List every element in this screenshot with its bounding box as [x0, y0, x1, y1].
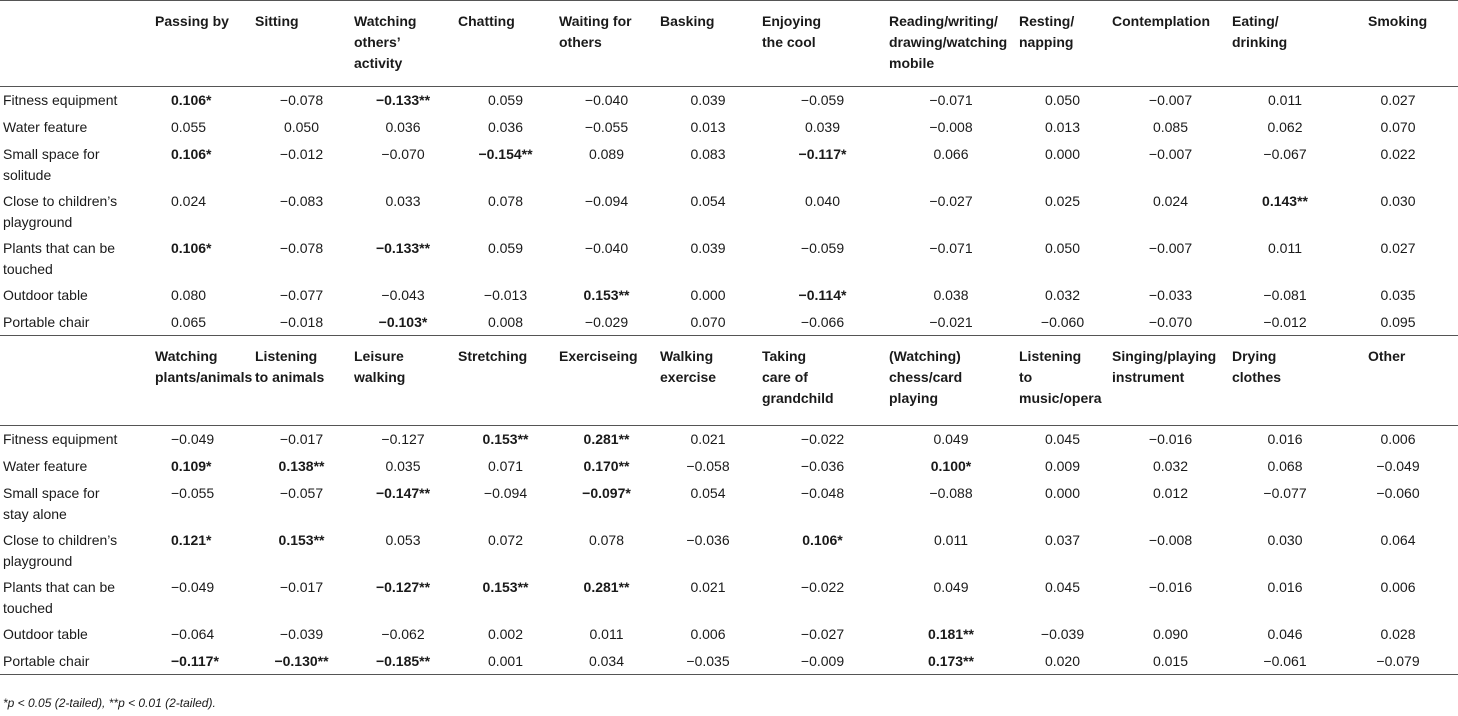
value-cell: 0.030	[1380, 192, 1416, 209]
significant-cell: 0.109*	[171, 457, 212, 474]
column-header-line: Watching	[354, 13, 417, 29]
column-header-line: napping	[1019, 34, 1074, 50]
value-cell: −0.012	[1263, 313, 1307, 330]
value-cell: 0.030	[1267, 531, 1303, 548]
value-cell: 0.059	[487, 239, 524, 256]
column-header-line: Stretching	[458, 348, 528, 364]
significant-cell: 0.181**	[928, 625, 974, 642]
value-cell: 0.045	[1044, 578, 1081, 595]
significant-cell: 0.106*	[802, 531, 843, 548]
row-label-line: touched	[3, 599, 53, 616]
value-cell: 0.033	[385, 192, 421, 209]
value-cell: 0.036	[487, 118, 524, 135]
value-cell: 0.016	[1267, 578, 1303, 595]
value-cell: 0.064	[1380, 531, 1416, 548]
row-label-line: Outdoor table	[3, 286, 88, 303]
value-cell: 0.062	[1267, 118, 1303, 135]
row-label-line: Fitness equipment	[3, 92, 118, 108]
value-cell: −0.012	[279, 145, 324, 162]
value-cell: −0.066	[800, 313, 845, 330]
column-header	[351, 1, 455, 87]
value-cell: 0.032	[1044, 286, 1081, 303]
row-label	[0, 114, 152, 141]
table-row	[0, 188, 1458, 235]
value-cell: −0.036	[800, 457, 845, 474]
value-cell: 0.025	[1044, 192, 1081, 209]
value-cell: 0.083	[690, 145, 726, 162]
value-cell: −0.016	[1148, 431, 1193, 447]
column-header-line: instrument	[1112, 369, 1185, 385]
value-cell: −0.077	[1263, 484, 1307, 501]
column-header-line: Eating/	[1232, 13, 1279, 29]
value-cell: 0.000	[1044, 484, 1081, 501]
value-cell: 0.016	[1267, 431, 1303, 447]
value-cell: 0.072	[487, 531, 524, 548]
column-header	[556, 336, 657, 426]
value-cell: 0.000	[690, 286, 726, 303]
value-cell: 0.002	[487, 625, 524, 642]
value-cell: 0.040	[804, 192, 841, 209]
column-header-line: Drying	[1232, 348, 1277, 364]
value-cell: −0.079	[1376, 652, 1420, 669]
column-header	[1109, 1, 1232, 87]
column-header-line: Listening	[255, 348, 318, 364]
value-cell: 0.065	[171, 313, 207, 330]
column-header-line: Reading/writing/	[889, 13, 998, 29]
value-cell: −0.060	[1376, 484, 1420, 501]
value-cell: −0.007	[1148, 239, 1193, 256]
table2-header-row	[0, 336, 1458, 426]
table-row	[0, 282, 1458, 309]
column-header	[455, 1, 556, 87]
significant-cell: 0.281**	[583, 431, 630, 447]
row-label	[0, 188, 152, 235]
value-cell: −0.008	[1148, 531, 1193, 548]
value-cell: 0.020	[1044, 652, 1081, 669]
value-cell: 0.046	[1267, 625, 1303, 642]
value-cell: 0.021	[690, 431, 726, 447]
column-header	[252, 336, 351, 426]
value-cell: 0.027	[1380, 239, 1416, 256]
row-label	[0, 453, 152, 480]
significant-cell: −0.117*	[798, 145, 847, 162]
value-cell: 0.013	[1044, 118, 1081, 135]
value-cell: 0.050	[1044, 92, 1081, 108]
value-cell: 0.035	[1380, 286, 1416, 303]
value-cell: 0.037	[1044, 531, 1081, 548]
significant-cell: 0.106*	[171, 92, 212, 108]
value-cell: −0.021	[929, 313, 973, 330]
value-cell: 0.039	[804, 118, 841, 135]
significant-cell: −0.117*	[171, 652, 219, 669]
column-header	[1109, 336, 1232, 426]
table-row	[0, 621, 1458, 648]
value-cell: 0.059	[487, 92, 524, 108]
value-cell: −0.055	[584, 118, 629, 135]
column-header-line: Exerciseing	[559, 348, 638, 364]
value-cell: 0.022	[1380, 145, 1416, 162]
row-label-line: Water feature	[3, 457, 88, 474]
column-header	[252, 1, 351, 87]
value-cell: 0.070	[1380, 118, 1416, 135]
value-cell: −0.081	[1263, 286, 1307, 303]
value-cell: 0.034	[588, 652, 625, 669]
value-cell: −0.049	[171, 578, 215, 595]
column-header-line: Passing by	[155, 13, 229, 29]
column-header-line: clothes	[1232, 369, 1282, 385]
row-label	[0, 87, 152, 114]
row-label-line: Fitness equipment	[3, 431, 118, 447]
row-label-line: stay alone	[3, 505, 67, 522]
column-header-line: Contemplation	[1112, 13, 1210, 29]
significant-cell: 0.100*	[930, 457, 972, 474]
value-cell: 0.038	[933, 286, 969, 303]
value-cell: −0.008	[929, 118, 973, 135]
significant-cell: −0.130**	[274, 652, 329, 669]
value-cell: −0.043	[381, 286, 425, 303]
value-cell: 0.011	[1268, 239, 1302, 256]
value-cell: 0.068	[1267, 457, 1303, 474]
row-label-line: Small space for	[3, 484, 100, 501]
value-cell: −0.077	[279, 286, 324, 303]
value-cell: 0.066	[933, 145, 969, 162]
significant-cell: −0.114*	[798, 286, 847, 303]
significant-cell: −0.097*	[582, 484, 631, 501]
column-header-line: Resting/	[1019, 13, 1075, 29]
value-cell: −0.078	[279, 92, 324, 108]
value-cell: −0.017	[279, 578, 324, 595]
column-header-line: Sitting	[255, 13, 299, 29]
column-header	[152, 336, 252, 426]
table-row	[0, 235, 1458, 282]
value-cell: −0.022	[800, 578, 845, 595]
column-header	[152, 1, 252, 87]
table-row	[0, 453, 1458, 480]
row-label	[0, 621, 152, 648]
value-cell: 0.090	[1152, 625, 1189, 642]
value-cell: −0.060	[1040, 313, 1085, 330]
table-row	[0, 141, 1458, 188]
column-header-line: Leisure	[354, 348, 404, 364]
significant-cell: −0.127**	[375, 578, 431, 595]
value-cell: −0.071	[929, 92, 973, 108]
row-label	[0, 648, 152, 675]
column-header	[886, 1, 1016, 87]
value-cell: −0.022	[800, 431, 845, 447]
value-cell: 0.028	[1380, 625, 1416, 642]
value-cell: 0.054	[690, 484, 726, 501]
column-header	[1232, 1, 1338, 87]
value-cell: 0.011	[589, 625, 624, 642]
column-header-line: Listening	[1019, 348, 1082, 364]
column-header	[1016, 336, 1109, 426]
value-cell: −0.094	[584, 192, 629, 209]
column-header-line: (Watching)	[889, 348, 961, 364]
column-header-line: exercise	[660, 369, 717, 385]
column-header-line: others	[559, 34, 602, 50]
row-label-line: Water feature	[3, 118, 88, 135]
value-cell: −0.058	[686, 457, 730, 474]
value-cell: 0.013	[690, 118, 726, 135]
table-row	[0, 480, 1458, 527]
value-cell: 0.049	[933, 578, 969, 595]
significant-cell: −0.133**	[375, 239, 431, 256]
row-label-line: solitude	[3, 166, 52, 183]
significant-cell: −0.103*	[378, 313, 428, 330]
table2-body	[0, 426, 1458, 675]
value-cell: −0.070	[1148, 313, 1193, 330]
significant-cell: 0.281**	[583, 578, 630, 595]
value-cell: 0.021	[690, 578, 726, 595]
column-header-line: chess/card	[889, 369, 963, 385]
row-label-line: Outdoor table	[3, 625, 88, 642]
value-cell: 0.071	[487, 457, 524, 474]
column-header-line: the cool	[762, 34, 816, 50]
value-cell: −0.049	[1376, 457, 1420, 474]
significant-cell: 0.121*	[171, 531, 212, 548]
value-cell: −0.067	[1263, 145, 1307, 162]
value-cell: −0.094	[483, 484, 528, 501]
column-header-line: Enjoying	[762, 13, 822, 29]
value-cell: −0.064	[171, 625, 215, 642]
row-label-line: Close to children’s	[3, 192, 118, 209]
significant-cell: 0.173**	[928, 652, 974, 669]
value-cell: −0.007	[1148, 145, 1193, 162]
column-header	[759, 336, 886, 426]
column-header-line: Singing/playing	[1112, 348, 1217, 364]
value-cell: −0.013	[483, 286, 528, 303]
value-cell: 0.095	[1380, 313, 1416, 330]
column-header-line: to	[1019, 369, 1033, 385]
row-label	[0, 141, 152, 188]
column-header	[1338, 336, 1458, 426]
row-label-line: Small space for	[3, 145, 100, 162]
column-header-line: Walking	[660, 348, 714, 364]
row-label-line: Plants that can be	[3, 578, 116, 595]
row-label	[0, 527, 152, 574]
row-label-line: Close to children’s	[3, 531, 118, 548]
value-cell: 0.006	[1380, 431, 1416, 447]
value-cell: 0.089	[588, 145, 625, 162]
column-header-line: care of	[762, 369, 808, 385]
column-header	[759, 1, 886, 87]
table1-header	[0, 1, 1458, 87]
column-header-line: drinking	[1232, 34, 1288, 50]
value-cell: −0.017	[279, 431, 324, 447]
table-row	[0, 648, 1458, 675]
value-cell: −0.083	[279, 192, 324, 209]
row-label	[0, 235, 152, 282]
value-cell: 0.070	[690, 313, 726, 330]
significant-cell: −0.185**	[375, 652, 431, 669]
value-cell: −0.018	[279, 313, 324, 330]
significant-cell: 0.153**	[482, 431, 529, 447]
significant-cell: 0.138**	[278, 457, 325, 474]
column-header	[455, 336, 556, 426]
value-cell: −0.070	[381, 145, 425, 162]
table2-header	[0, 336, 1458, 426]
value-cell: 0.009	[1044, 457, 1081, 474]
value-cell: −0.049	[171, 431, 215, 447]
row-label-line: touched	[3, 260, 53, 277]
value-cell: 0.024	[1152, 192, 1189, 209]
corner-cell	[0, 336, 152, 426]
column-header-line: music/opera	[1019, 390, 1102, 406]
value-cell: 0.012	[1152, 484, 1189, 501]
column-header	[657, 1, 759, 87]
table-row	[0, 309, 1458, 336]
corner-cell	[0, 1, 152, 87]
value-cell: 0.032	[1152, 457, 1189, 474]
value-cell: −0.036	[686, 531, 730, 548]
value-cell: −0.033	[1148, 286, 1193, 303]
column-header	[1016, 1, 1109, 87]
value-cell: −0.062	[381, 625, 425, 642]
column-header-line: Basking	[660, 13, 715, 29]
row-label-line: Portable chair	[3, 313, 90, 330]
table-row	[0, 87, 1458, 114]
significant-cell: 0.106*	[171, 145, 212, 162]
value-cell: −0.088	[929, 484, 973, 501]
value-cell: 0.027	[1380, 92, 1416, 108]
value-cell: 0.050	[283, 118, 320, 135]
column-header-line: activity	[354, 55, 403, 71]
significant-cell: 0.153**	[482, 578, 529, 595]
column-header	[1338, 1, 1458, 87]
footnote: *p < 0.05 (2-tailed), **p < 0.01 (2-tailed).	[3, 696, 216, 710]
row-label-line: Portable chair	[3, 652, 90, 669]
column-header-line: Taking	[762, 348, 807, 364]
column-header	[886, 336, 1016, 426]
column-header	[556, 1, 657, 87]
value-cell: 0.001	[487, 652, 524, 669]
value-cell: −0.055	[171, 484, 215, 501]
significant-cell: 0.170**	[583, 457, 630, 474]
value-cell: −0.009	[800, 652, 845, 669]
significant-cell: −0.133**	[375, 92, 431, 108]
value-cell: −0.061	[1263, 652, 1307, 669]
value-cell: 0.035	[385, 457, 421, 474]
value-cell: −0.016	[1148, 578, 1193, 595]
value-cell: 0.011	[934, 531, 968, 548]
row-label-line: Plants that can be	[3, 239, 116, 256]
value-cell: −0.078	[279, 239, 324, 256]
column-header	[1232, 336, 1338, 426]
significant-cell: 0.143**	[1262, 192, 1308, 209]
value-cell: 0.055	[171, 118, 207, 135]
value-cell: −0.059	[800, 239, 845, 256]
value-cell: 0.000	[1044, 145, 1081, 162]
row-label-line: playground	[3, 552, 73, 569]
significant-cell: −0.147**	[375, 484, 431, 501]
table-row	[0, 574, 1458, 621]
row-label-line: playground	[3, 213, 73, 230]
value-cell: 0.006	[1380, 578, 1416, 595]
column-header-line: playing	[889, 390, 939, 406]
row-label	[0, 480, 152, 527]
value-cell: 0.039	[690, 92, 726, 108]
value-cell: 0.049	[933, 431, 969, 447]
value-cell: −0.007	[1148, 92, 1193, 108]
column-header-line: plants/animals	[155, 369, 253, 385]
value-cell: 0.011	[1268, 92, 1302, 108]
column-header	[351, 336, 455, 426]
value-cell: −0.071	[929, 239, 973, 256]
column-header-line: Smoking	[1368, 13, 1428, 29]
table-row	[0, 114, 1458, 141]
value-cell: 0.008	[487, 313, 524, 330]
value-cell: 0.045	[1044, 431, 1081, 447]
value-cell: 0.080	[171, 286, 207, 303]
value-cell: −0.048	[800, 484, 845, 501]
significant-cell: −0.154**	[478, 145, 533, 162]
value-cell: 0.078	[487, 192, 524, 209]
value-cell: −0.035	[686, 652, 730, 669]
value-cell: 0.006	[690, 625, 726, 642]
column-header-line: Watching	[155, 348, 218, 364]
row-label	[0, 282, 152, 309]
column-header-line: Other	[1368, 348, 1406, 364]
column-header-line: to animals	[255, 369, 325, 385]
value-cell: 0.039	[690, 239, 726, 256]
value-cell: 0.054	[690, 192, 726, 209]
value-cell: 0.053	[385, 531, 421, 548]
column-header-line: others’	[354, 34, 401, 50]
column-header-line: Chatting	[458, 13, 515, 29]
value-cell: −0.039	[1040, 625, 1085, 642]
row-label	[0, 574, 152, 621]
row-label	[0, 426, 152, 453]
value-cell: −0.059	[800, 92, 845, 108]
value-cell: 0.050	[1044, 239, 1081, 256]
column-header-line: walking	[354, 369, 406, 385]
table-row	[0, 527, 1458, 574]
value-cell: 0.015	[1152, 652, 1189, 669]
value-cell: −0.029	[584, 313, 629, 330]
significant-cell: 0.106*	[171, 239, 212, 256]
table-row	[0, 426, 1458, 453]
column-header-line: Waiting for	[559, 13, 632, 29]
column-header-line: mobile	[889, 55, 935, 71]
value-cell: −0.039	[279, 625, 324, 642]
significant-cell: 0.153**	[278, 531, 325, 548]
value-cell: −0.027	[800, 625, 845, 642]
value-cell: −0.127	[381, 431, 425, 447]
value-cell: −0.027	[929, 192, 973, 209]
table1-body	[0, 87, 1458, 336]
column-header-line: grandchild	[762, 390, 834, 406]
row-label	[0, 309, 152, 336]
value-cell: −0.040	[584, 92, 629, 108]
value-cell: 0.024	[171, 192, 207, 209]
value-cell: 0.078	[588, 531, 625, 548]
value-cell: −0.057	[279, 484, 324, 501]
value-cell: −0.040	[584, 239, 629, 256]
column-header-line: drawing/watching	[889, 34, 1008, 50]
value-cell: 0.085	[1152, 118, 1189, 135]
column-header	[657, 336, 759, 426]
table1-header-row	[0, 1, 1458, 87]
significant-cell: 0.153**	[583, 286, 630, 303]
value-cell: 0.036	[385, 118, 421, 135]
